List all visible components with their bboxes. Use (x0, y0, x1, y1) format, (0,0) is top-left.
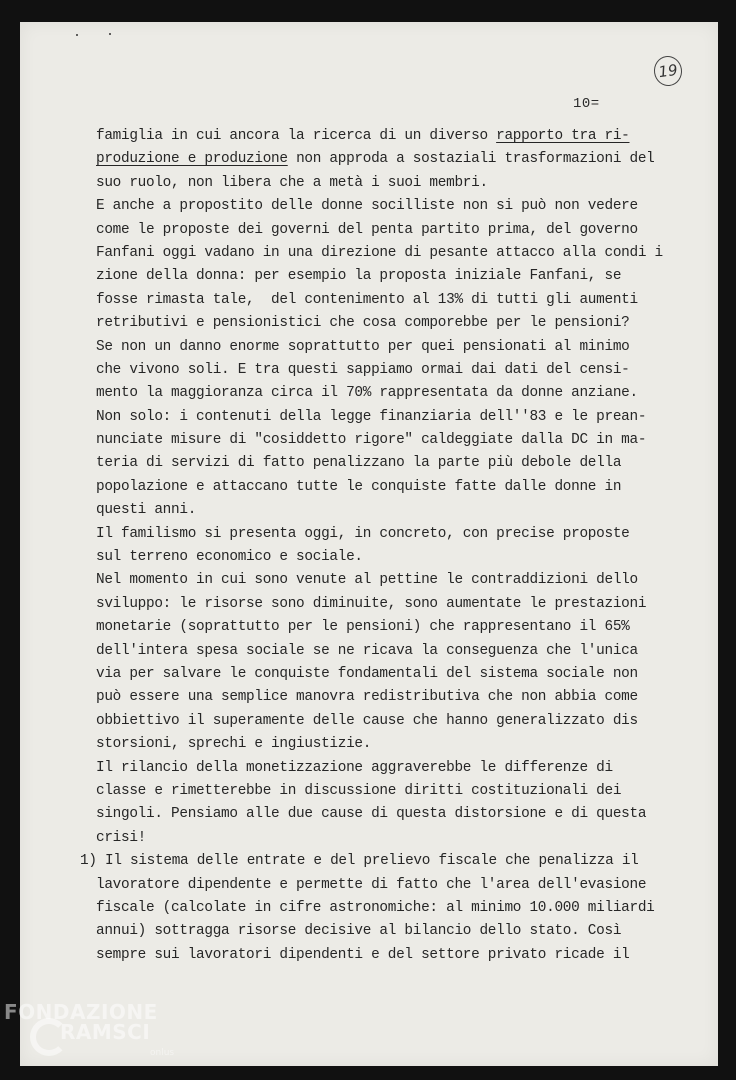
text-line: dell'intera spesa sociale se ne ricava la conseguenza che l'unica (96, 642, 638, 659)
text-line: Fanfani oggi vadano in una direzione di pesante attacco alla condi i (96, 244, 663, 261)
text-line: teria di servizi di fatto penalizzano la parte più debole della (96, 455, 622, 472)
watermark-sub: onlus (150, 1048, 175, 1058)
text-line: crisi! (96, 829, 147, 846)
text-line: popolazione e attaccano tutte le conquiste fatte dalle donne in (96, 478, 622, 495)
text-line: sempre sui lavoratori dipendenti e del settore privato ricade il (96, 946, 630, 963)
ink-speck (109, 33, 111, 35)
text-line: sviluppo: le risorse sono diminuite, sono aumentate le prestazioni (96, 595, 647, 612)
typewritten-text (80, 125, 663, 967)
text-line: Se non un danno enorme soprattutto per quei pensionati al minimo (96, 338, 630, 355)
text-line: sul terreno economico e sociale. (96, 549, 363, 566)
text-line: nunciate misure di "cosiddetto rigore" caldeggiate dalla DC in ma- (96, 432, 647, 449)
text-line: Nel momento in cui sono venute al pettine le contraddizioni dello (96, 572, 638, 589)
page-number: 10= (573, 96, 600, 112)
archive-watermark-logo (4, 998, 194, 1078)
text-line: che vivono soli. E tra questi sappiamo ormai dai dati del censi- (96, 361, 630, 378)
text-line: famiglia in cui ancora la ricerca di un diverso rapporto tra ri- (96, 128, 630, 144)
text-line: lavoratore dipendente e permette di fatto che l'area dell'evasione (96, 876, 647, 893)
text-line: Il rilancio della monetizzazione aggraverebbe le differenze di (96, 759, 613, 776)
text-line: Il familismo si presenta oggi, in concreto, con precise proposte (96, 525, 630, 542)
text-line: suo ruolo, non libera che a metà i suoi membri. (96, 174, 488, 191)
text-line: E anche a propostito delle donne socilliste non si può non vedere (96, 198, 638, 215)
text-line: obbiettivo il superamente delle cause che hanno generalizzato dis (96, 712, 638, 729)
text-line: monetarie (soprattutto per le pensioni) che rappresentano il 65% (96, 619, 630, 636)
text-line: produzione e produzione non approda a sostaziali trasformazioni del (96, 151, 655, 168)
text-line: zione della donna: per esempio la proposta iniziale Fanfani, se (96, 268, 622, 285)
text-line: può essere una semplice manovra redistributiva che non abbia come (96, 689, 638, 706)
text-line: storsioni, sprechi e ingiustizie. (96, 736, 372, 753)
numbered-item-line: 1) Il sistema delle entrate e del prelievo fiscale che penalizza il (80, 853, 639, 870)
text-line: mento la maggioranza circa il 70% rappresentata da donne anziane. (96, 385, 638, 402)
text-line: retributivi e pensionistici che cosa comporebbe per le pensioni? (96, 315, 630, 332)
text-line: come le proposte dei governi del penta partito prima, del governo (96, 221, 638, 238)
text-line: questi anni. (96, 502, 197, 519)
text-line: fosse rimasta tale, del contenimento al 13% di tutti gli aumenti (96, 291, 638, 308)
archive-stamp: 19 (652, 54, 684, 88)
text-line: Non solo: i contenuti della legge finanziaria dell''83 e le prean- (96, 408, 647, 425)
text-line: classe e rimetterebbe in discussione diritti costituzionali dei (96, 782, 622, 799)
watermark-line1: FONDAZIONE (4, 1000, 158, 1024)
text-line: via per salvare le conquiste fondamentali del sistema sociale non (96, 665, 638, 682)
text-line: fiscale (calcolate in cifre astronomiche: al minimo 10.000 miliardi (96, 899, 655, 916)
text-line: annui) sottragga risorse decisive al bilancio dello stato. Così (96, 923, 622, 940)
ink-speck (76, 34, 78, 36)
text-line: singoli. Pensiamo alle due cause di questa distorsione e di questa (96, 806, 647, 823)
watermark-line2: RAMSCI (60, 1020, 151, 1044)
